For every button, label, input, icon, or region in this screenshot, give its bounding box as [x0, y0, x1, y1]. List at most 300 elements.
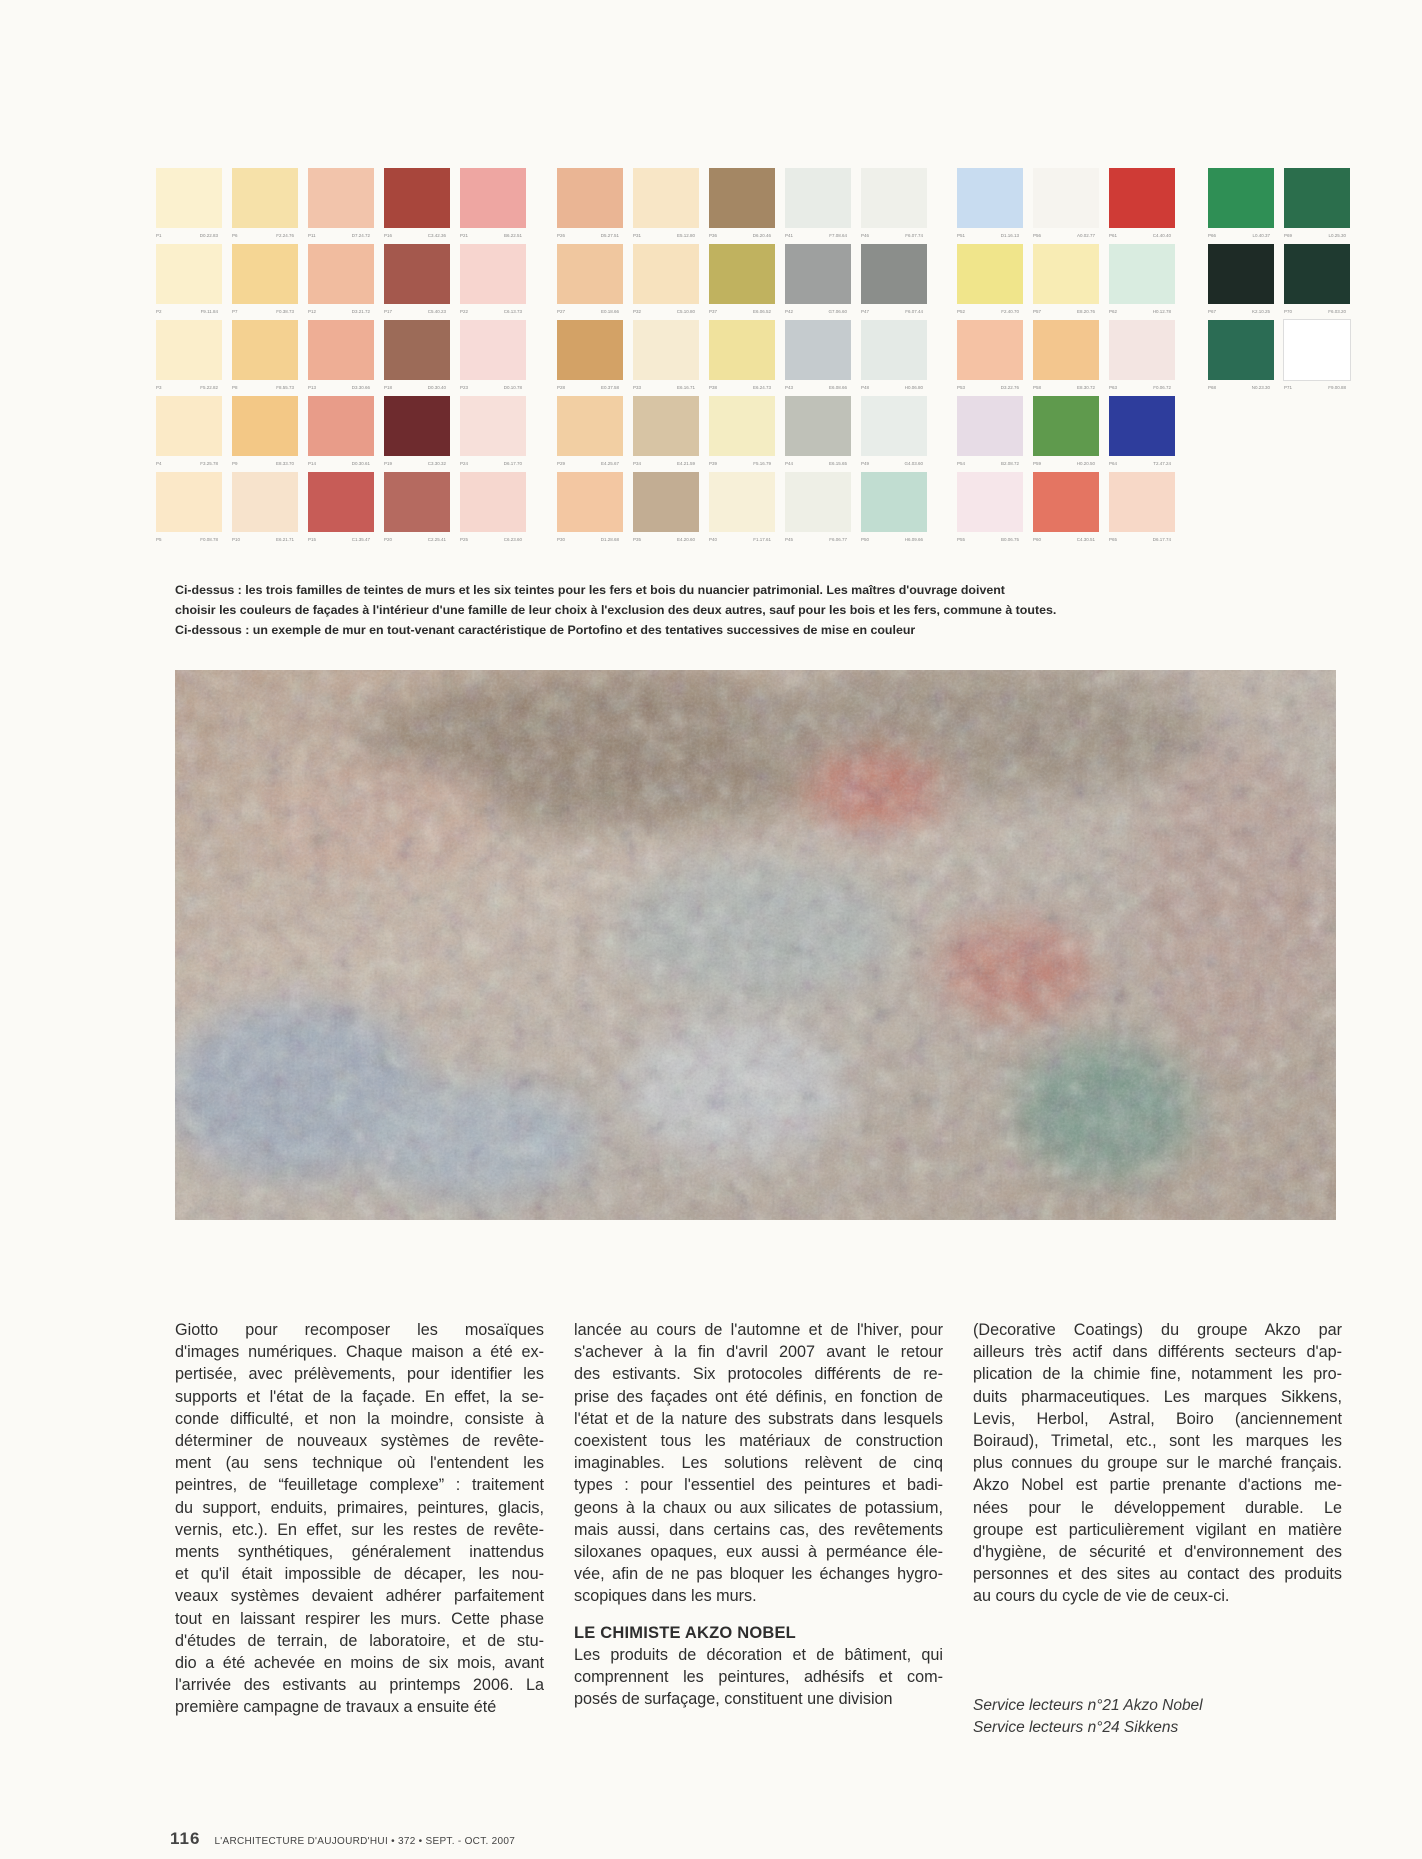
swatch-code-id: P61 [1109, 233, 1118, 238]
color-swatch [1109, 244, 1175, 304]
swatch-code-value: F0.38.73 [276, 309, 294, 314]
swatch-code-value: E4.25.67 [600, 461, 619, 466]
color-swatch [1109, 472, 1175, 532]
swatch-code-id: P21 [460, 233, 469, 238]
color-swatch [460, 472, 526, 532]
color-swatch [557, 168, 623, 228]
swatch-code-value: E6.15.65 [828, 461, 847, 466]
swatch-code [557, 228, 623, 244]
swatch-code-id: P35 [633, 537, 642, 542]
swatch-code-id: P10 [232, 537, 241, 542]
swatch-code-value: D7.24.72 [351, 233, 370, 238]
swatch-code-value: F3.25.78 [200, 461, 218, 466]
swatch-code [633, 456, 699, 472]
color-swatch [1033, 320, 1099, 380]
swatch-code-value: G7.06.60 [828, 309, 847, 314]
swatch-code-value: K2.10.25 [1251, 309, 1270, 314]
swatch-code [633, 304, 699, 320]
swatch-code-id: P11 [308, 233, 316, 238]
text-line: d'études de terrain, de laboratoire, et de stu- [175, 1631, 544, 1650]
swatch-code-value: D0.22.83 [199, 233, 218, 238]
swatch-code [557, 380, 623, 396]
text-line: (Decorative Coatings) du groupe Akzo par [973, 1321, 1342, 1339]
swatch-code-value: F5.16.79 [753, 461, 771, 466]
color-swatch [460, 168, 526, 228]
swatch-code-id: P7 [232, 309, 238, 314]
color-swatch [156, 168, 222, 228]
swatch-code [1109, 456, 1175, 472]
text-line: lancée au cours de l'automne et de l'hiver, pour [574, 1321, 943, 1339]
swatch-code-row [557, 456, 957, 472]
swatch-code [156, 456, 222, 472]
swatch-code-value: C3.42.36 [427, 233, 446, 238]
color-swatch [557, 244, 623, 304]
swatch-code [460, 532, 526, 548]
swatch-code-value: F9.00.88 [1328, 385, 1346, 390]
swatch-code [232, 228, 298, 244]
caption-line: Ci-dessus : les trois familles de teintes de murs et les six teintes pour les fers et bois du nuancier patrimonial. Les maîtres d'ouvrage doivent [175, 583, 1005, 597]
swatch-code [1284, 228, 1350, 244]
text-line: au cours du cycle de vie de ceux-ci. [973, 1587, 1230, 1606]
text-line: d'images numériques. Chaque maison a été ex- [175, 1343, 544, 1362]
color-swatch [785, 168, 851, 228]
swatch-code-value: H0.12.78 [1152, 309, 1171, 314]
text-line: plus connues du groupe sur le marché français. [973, 1454, 1342, 1473]
color-swatch [232, 168, 298, 228]
text-line: peintres, de “feuilletage complexe” : traitement [175, 1476, 544, 1495]
swatch-code-id: P41 [785, 233, 794, 238]
swatch-code-value: E6.06.52 [752, 309, 771, 314]
swatch-code-id: P43 [785, 385, 794, 390]
swatch-code [557, 304, 623, 320]
swatch-code-id: P49 [861, 461, 870, 466]
color-swatch [232, 472, 298, 532]
swatch-code-id: P28 [557, 385, 566, 390]
color-swatch [709, 168, 775, 228]
swatch-code [1109, 532, 1175, 548]
swatch-code [557, 532, 623, 548]
swatch-code-id: P23 [460, 385, 469, 390]
swatch-code-row [957, 456, 1357, 472]
color-swatch [957, 396, 1023, 456]
swatch-code [785, 304, 851, 320]
swatch-code [861, 456, 927, 472]
swatch-code [709, 456, 775, 472]
swatch-code-value: C4.30.51 [1076, 537, 1095, 542]
swatch-code [232, 456, 298, 472]
text-line: du support, enduits, primaires, peintures, glacis, [175, 1498, 544, 1517]
text-line: comprennent les peintures, adhésifs et com- [574, 1667, 943, 1686]
color-swatch [557, 320, 623, 380]
text-line: des estivants. Six protocoles différents de re- [574, 1365, 943, 1384]
text-line: supports et l'état de la façade. En effet, la se- [175, 1387, 544, 1406]
swatch-code [785, 532, 851, 548]
swatch-code-id: P34 [633, 461, 642, 466]
swatch-code-value: D0.30.61 [351, 461, 370, 466]
swatch-code [1033, 228, 1099, 244]
page-footer [170, 1829, 515, 1849]
service-line: Service lecteurs n°21 Akzo Nobel [973, 1697, 1203, 1714]
swatch-code-value: E5.12.80 [676, 233, 695, 238]
swatch-code-id: P42 [785, 309, 794, 314]
article-column-2 [574, 1319, 943, 1710]
swatch-code-value: F1.17.61 [753, 537, 771, 542]
text-line: déterminer de nouveaux systèmes de revête- [175, 1432, 544, 1451]
swatch-code-row [957, 532, 1357, 548]
caption-line: choisir les couleurs de façades à l'intérieur d'une famille de leur choix à l'exclusion des deux autres, sauf pour les bois et les fers, commune à toutes. [175, 603, 1057, 617]
text-line: Boiraud), Trimetal, etc., sont les marques les [973, 1432, 1342, 1451]
swatch-code-id: P3 [156, 385, 162, 390]
text-line: prise des façades ont été définis, en fonction de [574, 1387, 943, 1406]
swatch-code-id: P31 [633, 233, 642, 238]
swatch-code-id: P54 [957, 461, 966, 466]
swatch-code-id: P38 [709, 385, 718, 390]
text-line: l'arrivée des estivants au printemps 2006. La [175, 1676, 544, 1695]
text-line: groupe est particulièrement vigilant en matière [973, 1520, 1342, 1539]
swatch-code [308, 380, 374, 396]
swatch-code-id: P59 [1033, 461, 1042, 466]
color-swatch [957, 320, 1023, 380]
swatch-code-id: P33 [633, 385, 642, 390]
color-swatch [633, 472, 699, 532]
text-line: vée, afin de ne pas bloquer les échanges hygro- [574, 1565, 943, 1584]
swatch-code-value: B0.06.75 [1000, 537, 1019, 542]
color-swatch [633, 168, 699, 228]
text-line: ailleurs très actif dans différents secteurs d'ap- [973, 1343, 1342, 1362]
color-swatch [633, 320, 699, 380]
wall-photo [175, 670, 1336, 1220]
swatch-code-row [156, 228, 556, 244]
color-swatch [785, 244, 851, 304]
swatch-code-row [557, 304, 957, 320]
swatch-code-id: P13 [308, 385, 317, 390]
swatch-code-value: E4.20.60 [676, 537, 695, 542]
text-line: types : pour l'essentiel des peintures et badi- [574, 1476, 943, 1495]
swatch-code [1284, 304, 1350, 320]
text-line: conde difficulté, et non la moindre, consiste à [175, 1409, 544, 1428]
swatch-code [232, 380, 298, 396]
swatch-code-id: P27 [557, 309, 566, 314]
swatch-code-id: P71 [1284, 385, 1293, 390]
service-readers [973, 1695, 1203, 1739]
color-swatch [709, 320, 775, 380]
swatch-code-value: L0.25.30 [1328, 233, 1346, 238]
swatch-code [384, 532, 450, 548]
swatch-code-value: G4.03.60 [904, 461, 923, 466]
color-swatch [232, 320, 298, 380]
text-line: nées pour le développement durable. Le [973, 1498, 1342, 1517]
color-swatch [709, 396, 775, 456]
color-swatch [1033, 168, 1099, 228]
text-line: plication de la chimie fine, notamment les pro- [973, 1365, 1342, 1384]
text-line: imaginables. Les solutions relèvent de cinq [574, 1454, 943, 1473]
swatch-code-id: P22 [460, 309, 469, 314]
swatch-code-id: P70 [1284, 309, 1293, 314]
color-swatch [861, 396, 927, 456]
color-swatch [633, 244, 699, 304]
text-line: siloxanes opaques, eux aussi à perméance éle- [574, 1543, 943, 1562]
swatch-code-id: P65 [1109, 537, 1118, 542]
text-line: ment (au sens technique où l'entendent les [175, 1454, 544, 1473]
text-line: Giotto pour recomposer les mosaïques [175, 1321, 544, 1339]
swatch-code [460, 456, 526, 472]
swatch-code [957, 304, 1023, 320]
article-column-1 [175, 1319, 544, 1719]
color-swatch [785, 396, 851, 456]
text-line: pertisée, avec prélèvements, pour identifier les [175, 1365, 544, 1384]
swatch-code-value: E8.30.72 [1076, 385, 1095, 390]
swatch-code-id: P25 [460, 537, 469, 542]
swatch-code-value: H6.09.66 [904, 537, 923, 542]
wall-photo-image [175, 670, 1336, 1220]
color-swatch [156, 320, 222, 380]
color-swatch [1208, 320, 1274, 380]
color-swatch [308, 244, 374, 304]
swatch-code-value: H0.20.50 [1076, 461, 1095, 466]
swatch-code-id: P56 [1033, 233, 1042, 238]
swatch-code [785, 456, 851, 472]
swatch-code-id: P63 [1109, 385, 1118, 390]
swatch-code [785, 228, 851, 244]
swatch-code [633, 532, 699, 548]
swatch-code [1208, 228, 1274, 244]
swatch-code-id: P57 [1033, 309, 1042, 314]
service-line: Service lecteurs n°24 Sikkens [973, 1719, 1179, 1736]
swatch-code-value: F9.11.84 [200, 309, 218, 314]
swatch-code-id: P66 [1208, 233, 1217, 238]
swatch-code [1033, 456, 1099, 472]
swatch-code [633, 380, 699, 396]
swatch-code-row [557, 228, 957, 244]
swatch-code-value: B2.08.72 [1000, 461, 1019, 466]
swatch-code [384, 456, 450, 472]
color-swatch [308, 168, 374, 228]
swatch-code [861, 304, 927, 320]
swatch-code-id: P8 [232, 385, 238, 390]
color-swatch [1109, 320, 1175, 380]
color-swatch [384, 168, 450, 228]
text-line: Levis, Herbol, Astral, Boiro (anciennement [973, 1409, 1342, 1428]
swatch-code [156, 380, 222, 396]
text-line: tout en laissant respirer les murs. Cette phase [175, 1609, 544, 1628]
swatch-code-id: P67 [1208, 309, 1217, 314]
swatch-code [1033, 380, 1099, 396]
swatch-code-id: P1 [156, 233, 162, 238]
swatch-code-value: D0.10.78 [503, 385, 522, 390]
swatch-code [1033, 304, 1099, 320]
swatch-code-id: P4 [156, 461, 162, 466]
swatch-code [709, 228, 775, 244]
color-swatch [308, 472, 374, 532]
swatch-code-value: D1.28.68 [600, 537, 619, 542]
color-swatch [384, 320, 450, 380]
color-swatch [957, 168, 1023, 228]
swatch-code [1208, 380, 1274, 396]
swatch-code-value: F0.06.72 [1153, 385, 1171, 390]
color-swatch [156, 396, 222, 456]
color-swatch [957, 244, 1023, 304]
swatch-code [460, 304, 526, 320]
swatch-code-id: P36 [709, 233, 718, 238]
swatch-code-id: P60 [1033, 537, 1042, 542]
swatch-code-id: P19 [384, 461, 393, 466]
swatch-code-value: E4.21.59 [676, 461, 695, 466]
swatch-code-value: F8.55.73 [276, 385, 294, 390]
swatch-code-value: L0.40.37 [1252, 233, 1270, 238]
swatch-code-value: F5.22.82 [200, 385, 218, 390]
swatch-code [1109, 304, 1175, 320]
swatch-code-id: P45 [785, 537, 794, 542]
text-line: et qu'il était impossible de décaper, les nou- [175, 1565, 544, 1584]
swatch-code [460, 228, 526, 244]
swatch-code-value: D6.17.70 [503, 461, 522, 466]
swatch-code-id: P58 [1033, 385, 1042, 390]
swatch-code-id: P62 [1109, 309, 1118, 314]
text-line: scopiques dans les murs. [574, 1587, 757, 1606]
color-swatch [1033, 472, 1099, 532]
caption [175, 580, 1215, 640]
swatch-code-row [156, 456, 556, 472]
swatch-code [1109, 380, 1175, 396]
swatch-code-value: F6.07.44 [905, 309, 923, 314]
color-swatch [156, 472, 222, 532]
swatch-code-value: D0.30.40 [427, 385, 446, 390]
swatch-code-id: P39 [709, 461, 718, 466]
swatch-code-id: P32 [633, 309, 642, 314]
swatch-code-row [557, 380, 957, 396]
swatch-code [384, 380, 450, 396]
text-line: posés de surfaçage, constituent une division [574, 1690, 893, 1709]
swatch-code-id: P16 [384, 233, 393, 238]
color-swatch [460, 244, 526, 304]
swatch-code-id: P46 [861, 233, 870, 238]
text-line: ments synthétiques, généralement inattendus [175, 1543, 544, 1562]
color-swatch [156, 244, 222, 304]
color-swatch [861, 168, 927, 228]
swatch-code-value: D3.30.66 [351, 385, 370, 390]
text-line: dio a été achevée en moins de six mois, avant [175, 1654, 544, 1673]
swatch-code-value: H0.06.80 [904, 385, 923, 390]
swatch-code-value: N0.23.30 [1251, 385, 1270, 390]
swatch-code-value: F0.08.78 [200, 537, 218, 542]
page-number: 116 [170, 1829, 201, 1848]
color-swatch [384, 244, 450, 304]
swatch-code [1109, 228, 1175, 244]
swatch-code-id: P20 [384, 537, 393, 542]
text-line: geons à la chaux ou aux silicates de potassium, [574, 1498, 943, 1517]
color-swatch [633, 396, 699, 456]
swatch-code-id: P24 [460, 461, 469, 466]
swatch-code-value: C5.10.80 [676, 309, 695, 314]
text-line: s'achever à la fin d'avril 2007 avant le retour [574, 1343, 943, 1362]
color-swatch [957, 472, 1023, 532]
swatch-code-value: F6.06.77 [829, 537, 847, 542]
swatch-code-value: C3.30.32 [427, 461, 446, 466]
color-swatch [861, 244, 927, 304]
swatch-code-value: C2.25.41 [427, 537, 446, 542]
color-swatch [557, 396, 623, 456]
swatch-code-value: E8.33.70 [275, 461, 294, 466]
caption-line: Ci-dessous : un exemple de mur en tout-venant caractéristique de Portofino et des tentatives successives de mise en couleur [175, 623, 916, 637]
swatch-code [232, 304, 298, 320]
swatch-code-value: T2.47.24 [1153, 461, 1171, 466]
swatch-code-id: P30 [557, 537, 566, 542]
swatch-code [1033, 532, 1099, 548]
swatch-code-row [156, 532, 556, 548]
color-swatch [1109, 396, 1175, 456]
swatch-code-value: C6.13.73 [503, 309, 522, 314]
swatch-code-id: P17 [384, 309, 393, 314]
swatch-code [308, 532, 374, 548]
swatch-code-id: P50 [861, 537, 870, 542]
swatch-code-id: P5 [156, 537, 162, 542]
swatch-code [633, 228, 699, 244]
color-swatch [1284, 244, 1350, 304]
text-line: l'état et de la nature des substrats dans lesquels [574, 1409, 943, 1428]
swatch-code [557, 456, 623, 472]
color-swatch [460, 396, 526, 456]
swatch-code-id: P12 [308, 309, 317, 314]
swatch-code-value: F6.07.74 [905, 233, 923, 238]
swatch-code [308, 456, 374, 472]
text-line: première campagne de travaux a ensuite été [175, 1698, 497, 1717]
swatch-code-id: P55 [957, 537, 966, 542]
swatch-code [957, 532, 1023, 548]
swatch-code-row [1208, 228, 1422, 244]
color-swatch [709, 472, 775, 532]
swatch-code-id: P26 [557, 233, 566, 238]
swatch-code-value: C6.23.60 [503, 537, 522, 542]
swatch-code-row [1208, 304, 1422, 320]
swatch-code-value: E6.08.66 [828, 385, 847, 390]
color-swatch [861, 472, 927, 532]
publication-info: L'ARCHITECTURE D'AUJOURD'HUI • 372 • SEPT. - OCT. 2007 [214, 1836, 516, 1847]
color-swatch [232, 244, 298, 304]
swatch-code [861, 532, 927, 548]
swatch-code [308, 228, 374, 244]
color-swatch [1284, 320, 1350, 380]
swatch-code [460, 380, 526, 396]
color-swatch [308, 320, 374, 380]
swatch-code-value: E0.37.58 [600, 385, 619, 390]
swatch-code [308, 304, 374, 320]
swatch-code [384, 228, 450, 244]
swatch-code-value: F2.24.76 [276, 233, 294, 238]
swatch-code [156, 228, 222, 244]
text-line: veaux systèmes devaient adhérer parfaitement [175, 1587, 544, 1606]
swatch-code-value: C1.35.47 [351, 537, 370, 542]
swatch-code-id: P14 [308, 461, 317, 466]
text-line: vernis, etc.). En effet, sur les restes de revête- [175, 1520, 544, 1539]
color-swatch [384, 396, 450, 456]
color-swatch [232, 396, 298, 456]
swatch-code [1208, 304, 1274, 320]
swatch-code-value: C5.40.23 [427, 309, 446, 314]
swatch-code [709, 304, 775, 320]
swatch-code-row [557, 532, 957, 548]
swatch-code-id: P40 [709, 537, 718, 542]
color-swatch [460, 320, 526, 380]
swatch-code-value: D5.27.51 [600, 233, 619, 238]
swatch-code-value: E6.16.71 [676, 385, 695, 390]
swatch-code [785, 380, 851, 396]
swatch-code-value: D3.21.72 [351, 309, 370, 314]
swatch-code [156, 304, 222, 320]
swatch-code [232, 532, 298, 548]
swatch-code-id: P44 [785, 461, 794, 466]
color-swatch [1208, 168, 1274, 228]
color-swatch [1033, 396, 1099, 456]
